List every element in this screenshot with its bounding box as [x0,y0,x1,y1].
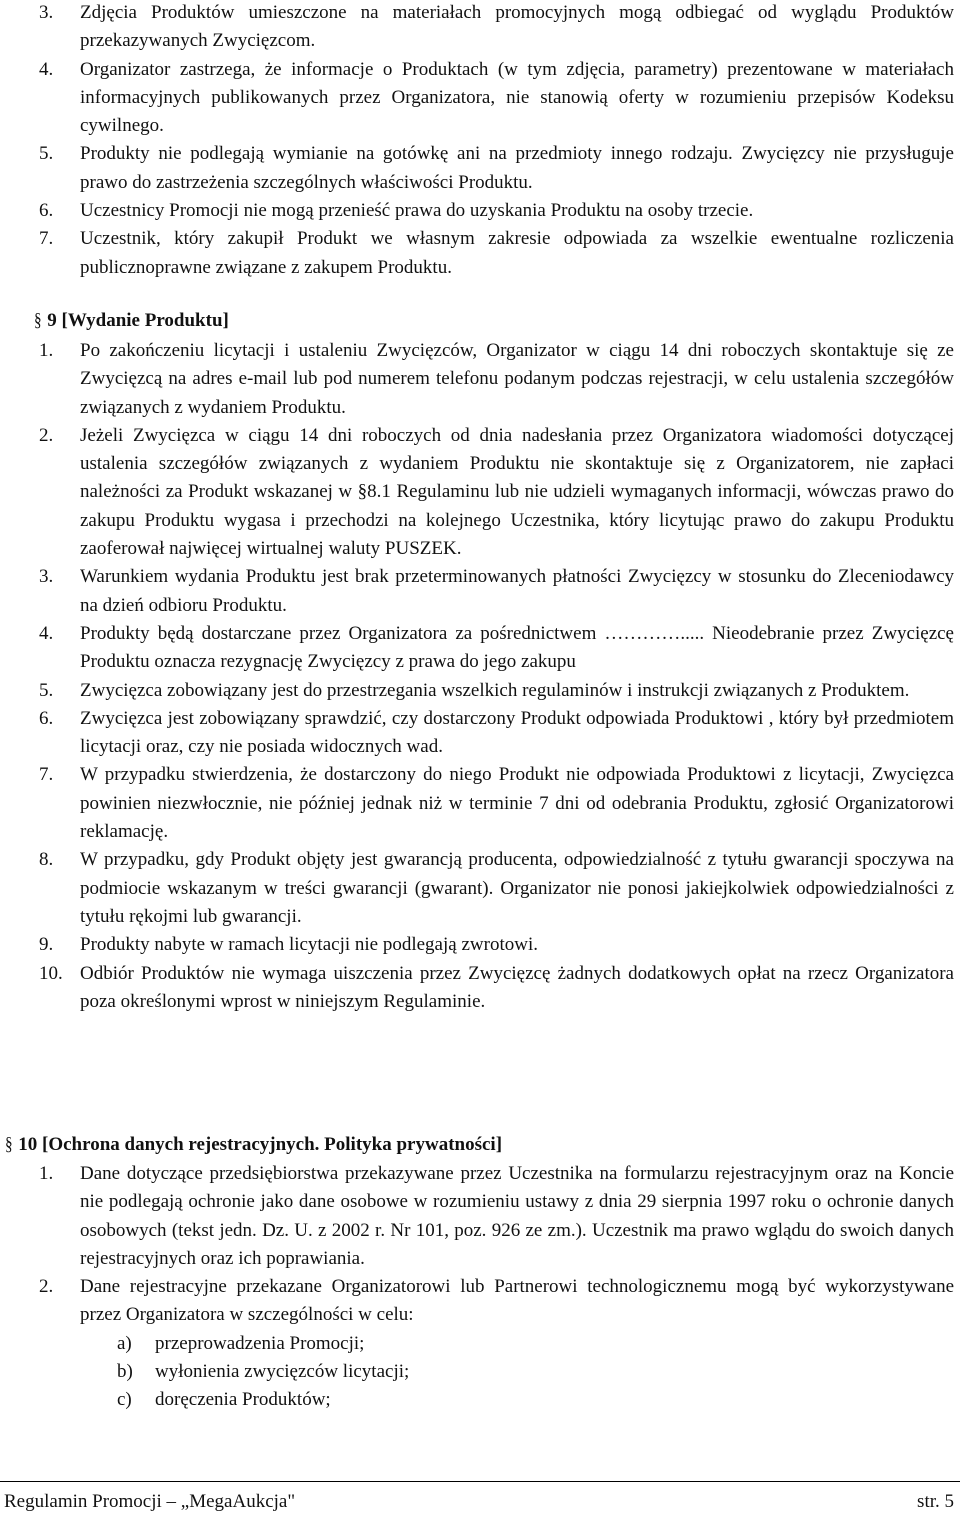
section-10-heading [4,1131,502,1159]
section-10-title: 10 [Ochrona danych rejestracyjnych. Polityka prywatności] [18,1134,503,1155]
sub-list-item: a) przeprowadzenia Promocji; [117,1332,365,1354]
list-item: 8. W przypadku, gdy Produkt objęty jest gwarancją producenta, odpowiedzialność z tytułu gwarancji spoczywa na podmiocie wskazanym w treści gwarancji (gwarant). Organizator nie ponosi jakiejkolwiek odpowiedzialności z tytułu rękojmi lub gwarancji. [39,849,954,927]
list-item: 1. Dane dotyczące przedsiębiorstwa przekazywane przez Uczestnika na formularzu rejestracyjnym oraz na Koncie nie podlegają ochronie jako dane osobowe w rozumieniu ustawy z dnia 29 sierpnia 1997 roku o ochronie danych osobowych (tekst jedn. Dz. U. z 2002 r. Nr 101, poz. 926 ze zm.). Uczestnik ma prawo wglądu do swoich danych rejestracyjnych oraz ich poprawiania. [39,1163,954,1269]
list-item: 5. Zwycięzca zobowiązany jest do przestrzegania wszelkich regulaminów i instrukcji związanych z Produktem. [39,679,910,701]
section-9-heading [33,307,229,335]
paragraph-sign: § [4,1134,13,1155]
footer-divider [0,1481,960,1482]
section-9-title: 9 [Wydanie Produktu] [47,310,229,331]
sub-list-item: c) doręczenia Produktów; [117,1389,331,1411]
section-10-list [0,1160,960,1415]
list-item: 10. Odbiór Produktów nie wymaga uiszczenia przez Zwycięzcę żadnych dodatkowych opłat na rzecz Organizatora poza określonymi wprost w niniejszym Regulaminie. [39,962,954,1012]
footer-page-number: str. 5 [917,1491,954,1512]
list-item: 9. Produkty nabyte w ramach licytacji nie podlegają zwrotowi. [39,934,538,956]
list-item: 4. Organizator zastrzega, że informacje o Produktach (w tym zdjęcia, parametry) prezentowane w materiałach informacyjnych publikowanych przez Organizatora, nie stanowią oferty w rozumieniu przepisów Kodeksu cywilnego. [39,58,954,137]
list-item: 2. Dane rejestracyjne przekazane Organizatorowi lub Partnerowi technologicznemu mogą być wykorzystywane przez Organizatora w szczególności w celu: [39,1276,954,1326]
list-item: 6. Zwycięzca jest zobowiązany sprawdzić, czy dostarczony Produkt odpowiada Produktowi , który był przedmiotem licytacji oraz, czy nie posiada widocznych wad. [39,707,954,758]
list-item: 7. W przypadku stwierdzenia, że dostarczony do niego Produkt nie odpowiada Produktowi z licytacji, Zwycięzca powinien niezwłocznie, nie później jednak niż w terminie 7 dni od odebrania Produktu, zgłosić Organizatorowi reklamację. [39,764,954,843]
list-item: 3. Warunkiem wydania Produktu jest brak przeterminowanych płatności Zwycięzcy w stosunku do Zleceniodawcy na dzień odbioru Produktu. [39,566,954,616]
sub-list-item: b) wyłonienia zwycięzców licytacji; [117,1361,410,1383]
list-item: 1. Po zakończeniu licytacji i ustaleniu Zwycięzców, Organizator w ciągu 14 dni roboczych skontaktuje się ze Zwycięzcą na adres e-mail lub pod numerem telefonu podanym podczas rejestracji, w celu ustalenia szczegółów związanych z wydaniem Produktu. [39,340,954,418]
paragraph-sign: § [33,310,42,331]
footer-document-title: Regulamin Promocji – „MegaAukcja" [4,1491,296,1512]
section-9-list [0,337,960,1016]
list-item: 6. Uczestnicy Promocji nie mogą przenieść prawa do uzyskania Produktu na osoby trzecie. [39,200,754,222]
page-footer [4,1489,954,1515]
top-list [0,0,960,282]
list-item: 4. Produkty będą dostarczane przez Organizatora za pośrednictwem …………..... Nieodebranie przez Zwycięzcę Produktu oznacza rezygnację Zwycięzcy z prawa do jego zakupu [39,622,954,673]
list-item: 5. Produkty nie podlegają wymianie na gotówkę ani na przedmioty innego rodzaju. Zwycięzcy nie przysługuje prawo do zastrzeżenia szczególnych właściwości Produktu. [39,143,954,193]
list-item: 7. Uczestnik, który zakupił Produkt we własnym zakresie odpowiada za wszelkie ewentualne rozliczenia publicznoprawne związane z zakupem Produktu. [39,228,954,278]
list-item: 2. Jeżeli Zwycięzca w ciągu 14 dni roboczych od dnia nadesłania przez Organizatora wiadomości dotyczącej ustalenia szczegółów związanych z wydaniem Produktu nie skontaktuje się z Organizatorem, nie zapłaci należności za Produkt wskazanej w §8.1 Regulaminu lub nie udzieli wymaganych informacji, wówczas prawo do zakupu Produktu wygasa i przechodzi na kolejnego Uczestnika, który licytując prawo do zakupu Produktu zaoferował najwięcej wirtualnej waluty PUSZEK. [39,424,954,560]
list-item: 3. Zdjęcia Produktów umieszczone na materiałach promocyjnych mogą odbiegać od wyglądu Produktów przekazywanych Zwycięzcom. [39,2,954,52]
